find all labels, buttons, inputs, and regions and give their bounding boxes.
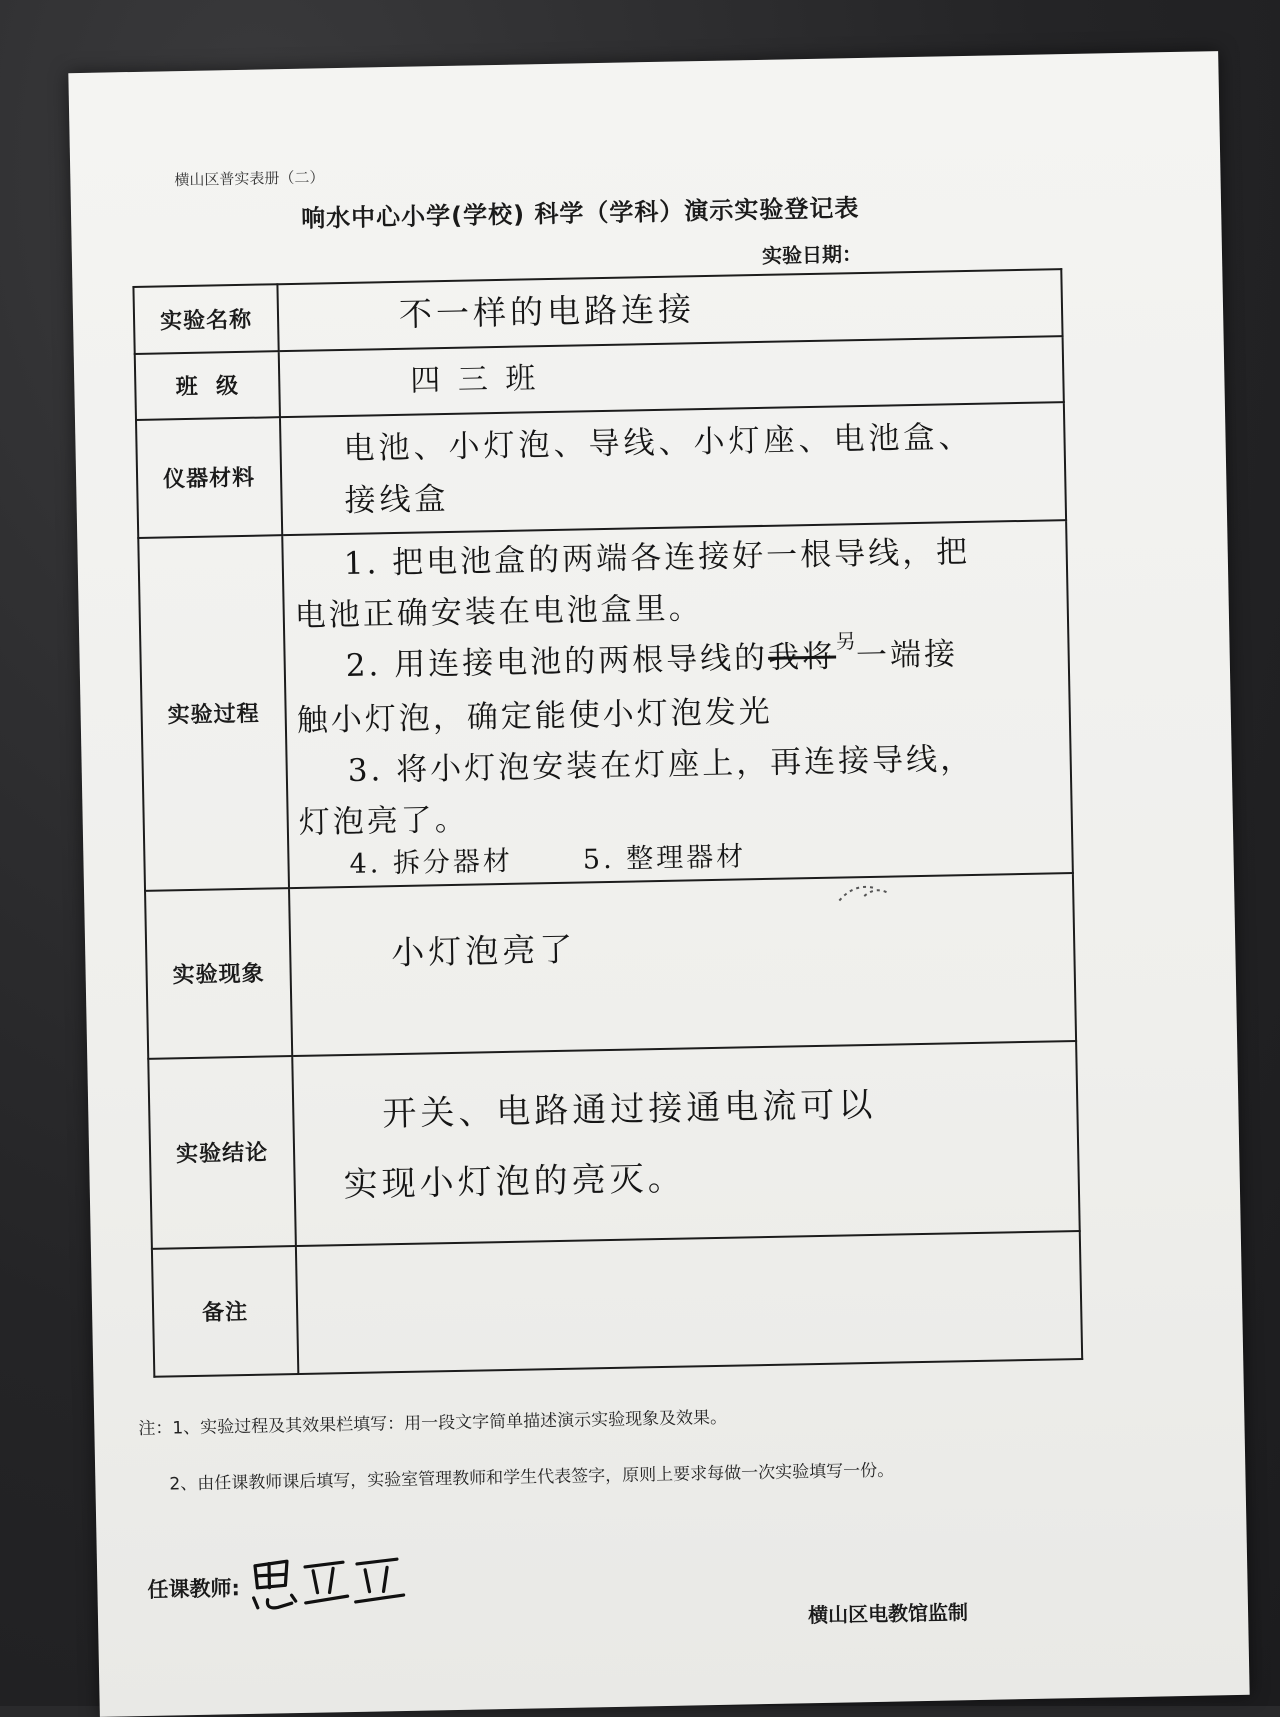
label-remarks: 备注 xyxy=(152,1246,298,1377)
label-phenomenon: 实验现象 xyxy=(145,888,292,1059)
value-remarks xyxy=(296,1231,1082,1374)
value-experiment-name: 不一样的电路连接 xyxy=(277,269,1062,351)
row-process xyxy=(138,520,1073,891)
value-phenomenon: 小灯泡亮了 xyxy=(289,873,1076,1056)
label-process: 实验过程 xyxy=(138,535,289,891)
process-line-3-start: 2. 用连接电池的两根导线的 xyxy=(345,639,769,684)
materials-line-1: 电池、小灯泡、导线、小灯座、电池盒、 xyxy=(343,418,974,467)
process-line-2: 电池正确安装在电池盒里。 xyxy=(294,589,704,634)
conclusion-line-2: 实现小灯泡的亮灭。 xyxy=(343,1158,687,1205)
value-process xyxy=(282,520,1073,888)
note-1: 注：1、实验过程及其效果栏填写：用一段文字简单描述演示实验现象及效果。 xyxy=(138,1407,728,1440)
struck-text: 我将 xyxy=(767,638,837,676)
process-step-4: 4. 拆分器材 xyxy=(349,845,514,880)
teacher-label: 任课教师: xyxy=(147,1576,241,1602)
process-line-4: 触小灯泡，确定能使小灯泡发光 xyxy=(296,693,774,739)
note-2: 2、由任课教师课后填写，实验室管理教师和学生代表签字，原则上要求每做一次实验填写一份。 xyxy=(169,1460,895,1495)
process-line-1: 1. 把电池盒的两端各连接好一根导线，把 xyxy=(343,533,971,582)
registry-label: 横山区普实表册（二） xyxy=(174,168,325,190)
label-experiment-name: 实验名称 xyxy=(133,284,278,354)
label-conclusion: 实验结论 xyxy=(148,1056,296,1249)
materials-line-2: 接线盒 xyxy=(344,480,450,519)
form-title: 响水中心小学(学校) 科学（学科）演示实验登记表 xyxy=(300,194,860,233)
row-phenomenon xyxy=(145,873,1076,1059)
process-line-6: 灯泡亮了。 xyxy=(298,801,470,841)
value-class: 四 三 班 xyxy=(279,336,1064,417)
row-conclusion xyxy=(148,1041,1079,1249)
row-materials xyxy=(136,402,1066,538)
supervisor-label: 横山区电教馆监制 xyxy=(807,1600,969,1628)
correction-text: 另 xyxy=(835,628,857,654)
process-line-3-tail: 一端接 xyxy=(855,636,959,674)
experiment-table xyxy=(132,268,1083,1377)
process-step-5: 5. 整理器材 xyxy=(582,841,747,876)
row-remarks xyxy=(152,1231,1082,1377)
date-label: 实验日期： xyxy=(761,241,863,268)
teacher-signature xyxy=(247,1545,408,1618)
value-materials xyxy=(280,402,1066,535)
value-conclusion xyxy=(292,1041,1080,1246)
registration-form-paper xyxy=(68,51,1249,1717)
conclusion-line-1: 开关、电路通过接通电流可以 xyxy=(381,1084,877,1135)
process-line-5: 3. 将小灯泡安装在灯座上，再连接导线， xyxy=(347,740,975,789)
pen-smudge xyxy=(834,877,895,908)
label-class: 班 级 xyxy=(135,351,280,420)
label-materials: 仪器材料 xyxy=(136,417,282,538)
